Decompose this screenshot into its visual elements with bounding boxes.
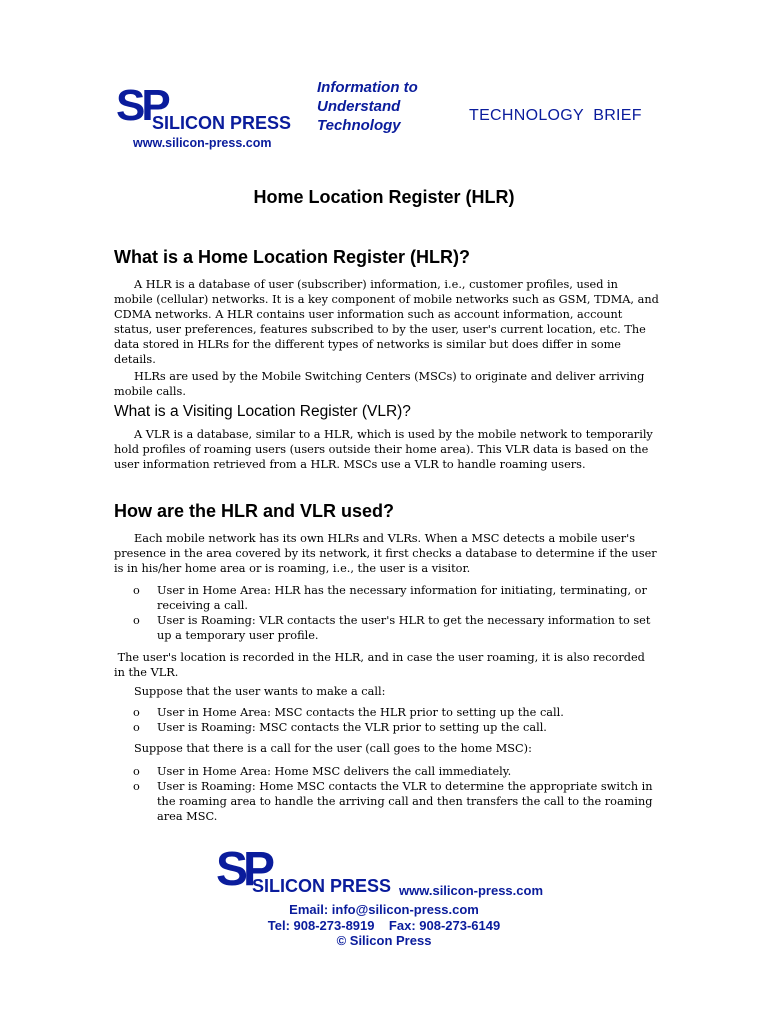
paragraph: A HLR is a database of user (subscriber) information, i.e., customer profiles, used in mobile (cellular) networks. It is a key component of mobile networks such as GSM, TDMA, and CDMA networks. A HLR contains user information such as account information, account status, user preferences, features subscribed to by the user, user's current location, etc. The data stored in HLRs for the different types of networks is similar but does differ in some details.: [114, 278, 659, 366]
list-item: [133, 583, 663, 613]
paragraph: HLRs are used by the Mobile Switching Centers (MSCs) to originate and deliver arriving mobile calls.: [114, 370, 645, 398]
paragraph: Each mobile network has its own HLRs and VLRs. When a MSC detects a mobile user's presence in the area covered by its network, it first checks a database to determine if the user is in his/her home area or is roaming, i.e., the user is a visitor.: [114, 532, 657, 575]
bullet-marker: o: [133, 706, 140, 719]
list-item: [133, 764, 663, 779]
subsection-heading-vlr: What is a Visiting Location Register (VLR)?: [114, 403, 411, 420]
section-heading-hlr: What is a Home Location Register (HLR)?: [114, 247, 471, 267]
bullet-list: [133, 583, 663, 643]
list-item: [133, 779, 663, 824]
tagline-line: Technology: [317, 117, 401, 134]
footer-email[interactable]: Email: info@silicon-press.com: [289, 902, 479, 917]
website-link[interactable]: www.silicon-press.com: [133, 136, 272, 150]
bullet-list: [133, 705, 663, 735]
bullet-marker: o: [133, 584, 140, 597]
paragraph: A VLR is a database, similar to a HLR, which is used by the mobile network to temporarily hold profiles of roaming users (users outside their home area). This VLR data is based on the user information retrieved from a HLR. MSCs use a VLR to handle roaming users.: [114, 428, 653, 471]
footer-website-link[interactable]: www.silicon-press.com: [399, 883, 544, 898]
list-item: [133, 613, 663, 643]
logo-name: SILICON PRESS: [152, 113, 292, 133]
document-title: Home Location Register (HLR): [253, 187, 515, 207]
list-item: [133, 705, 663, 720]
list-item-text: User is Roaming: Home MSC contacts the VLR to determine the appropriate switch in the roaming area to handle the arriving call and then transfers the call to the roaming area MSC.: [157, 780, 653, 823]
footer-logo-name: SILICON PRESS: [252, 876, 392, 896]
technology-brief-label: TECHNOLOGY BRIEF: [469, 107, 642, 124]
list-item-text: User is Roaming: MSC contacts the VLR prior to setting up the call.: [157, 721, 547, 734]
bullet-list: [133, 764, 663, 824]
paragraph: Suppose that there is a call for the user (call goes to the home MSC):: [134, 742, 532, 755]
footer-phones: Tel: 908-273-8919 Fax: 908-273-6149: [267, 918, 501, 933]
section-heading-usage: How are the HLR and VLR used?: [114, 501, 395, 521]
bullet-marker: o: [133, 765, 140, 778]
tagline-line: Information to: [317, 79, 418, 96]
list-item-text: User is Roaming: VLR contacts the user's HLR to get the necessary information to set up a temporary user profile.: [157, 614, 651, 642]
list-item-text: User in Home Area: MSC contacts the HLR prior to setting up the call.: [157, 706, 564, 719]
tagline: [317, 78, 418, 135]
logo-mark: SP: [116, 81, 167, 130]
footer-logo-mark: SP: [216, 843, 271, 896]
paragraph: Suppose that the user wants to make a call:: [134, 685, 386, 698]
list-item: [133, 720, 663, 735]
paragraph: The user's location is recorded in the HLR, and in case the user roaming, it is also recorded in the VLR.: [114, 651, 649, 679]
list-item-text: User in Home Area: HLR has the necessary information for initiating, terminating, or receiving a call.: [157, 584, 647, 612]
list-item-text: User in Home Area: Home MSC delivers the call immediately.: [157, 765, 512, 778]
bullet-marker: o: [133, 614, 140, 627]
tagline-line: Understand: [317, 98, 401, 115]
bullet-marker: o: [133, 721, 140, 734]
bullet-marker: o: [133, 780, 140, 793]
footer-copyright: © Silicon Press: [336, 933, 432, 948]
